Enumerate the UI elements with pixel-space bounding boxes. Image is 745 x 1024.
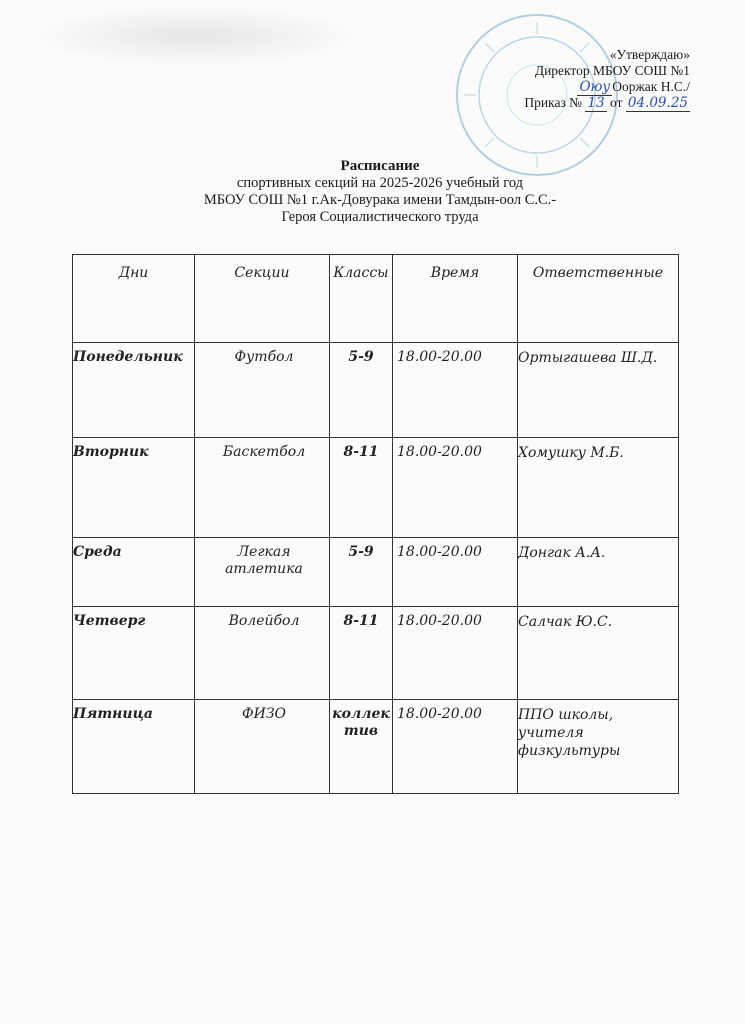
header-days: Дни	[73, 255, 195, 343]
header-sections: Секции	[195, 255, 330, 343]
cell-classes	[330, 700, 393, 794]
header-responsible: Ответственные	[518, 255, 679, 343]
cell-section	[195, 700, 330, 794]
cell-responsible	[518, 607, 679, 700]
cell-classes	[330, 438, 393, 538]
cell-section	[195, 607, 330, 700]
responsible-label: Хомушку М.Б.	[518, 445, 624, 461]
day-label: Пятница	[73, 706, 153, 722]
cell-classes	[330, 607, 393, 700]
section-label: ФИЗО	[241, 706, 287, 722]
approval-position: Директор МБОУ СОШ №1	[534, 63, 690, 78]
schedule-table	[72, 254, 679, 794]
cell-responsible	[518, 438, 679, 538]
responsible-label: Салчак Ю.С.	[518, 614, 613, 630]
approval-title: «Утверждаю»	[609, 47, 690, 62]
cell-day	[73, 343, 195, 438]
approval-signature-line	[524, 79, 690, 95]
order-line	[524, 95, 690, 111]
cell-time	[393, 538, 518, 607]
section-label: Легкая атлетика	[225, 544, 303, 577]
header-classes: Классы	[330, 255, 393, 343]
header-time: Время	[393, 255, 518, 343]
time-label: 18.00-20.00	[397, 544, 482, 560]
cell-time	[393, 607, 518, 700]
cell-responsible	[518, 343, 679, 438]
classes-label: 8-11	[343, 613, 379, 629]
table-header-row	[73, 255, 679, 343]
order-number: 13	[587, 95, 605, 111]
classes-label: 5-9	[348, 349, 374, 365]
order-label: Приказ №	[524, 95, 583, 110]
cell-day	[73, 700, 195, 794]
cell-responsible	[518, 538, 679, 607]
time-label: 18.00-20.00	[397, 349, 482, 365]
order-date: 04.09.25	[627, 95, 688, 111]
table-row	[73, 538, 679, 607]
table-row	[73, 607, 679, 700]
cell-time	[393, 700, 518, 794]
section-label: Волейбол	[228, 613, 300, 629]
cell-time	[393, 438, 518, 538]
cell-day	[73, 538, 195, 607]
director-name: Ооржак Н.С./	[612, 79, 690, 94]
classes-label: 8-11	[343, 444, 379, 460]
responsible-label: Донгак А.А.	[518, 545, 606, 561]
classes-label: коллек тив	[332, 706, 390, 739]
cell-time	[393, 343, 518, 438]
day-label: Среда	[73, 544, 122, 560]
responsible-label: Ортыгашева Ш.Д.	[518, 350, 658, 366]
cell-classes	[330, 343, 393, 438]
cell-section	[195, 343, 330, 438]
cell-day	[73, 438, 195, 538]
section-label: Футбол	[234, 349, 294, 365]
classes-label: 5-9	[348, 544, 374, 560]
table-row	[73, 438, 679, 538]
cell-day	[73, 607, 195, 700]
handwritten-signature: Оюу	[579, 79, 611, 95]
heading-line-4: Героя Социалистического труда	[281, 209, 479, 225]
table-row	[73, 343, 679, 438]
heading-line-2: спортивных секций на 2025-2026 учебный год	[236, 175, 524, 191]
heading-line-3: МБОУ СОШ №1 г.Ак-Довурака имени Тамдын-оол С.С.-	[203, 192, 557, 208]
cell-section	[195, 438, 330, 538]
time-label: 18.00-20.00	[397, 613, 482, 629]
time-label: 18.00-20.00	[397, 706, 482, 722]
day-label: Понедельник	[73, 349, 183, 365]
scan-smudge	[30, 6, 360, 66]
approval-block	[524, 47, 690, 111]
day-label: Вторник	[73, 444, 149, 460]
order-from: от	[610, 95, 623, 110]
cell-classes	[330, 538, 393, 607]
table-row	[73, 700, 679, 794]
document-title: Расписание	[340, 158, 420, 174]
cell-section	[195, 538, 330, 607]
document-heading	[0, 158, 745, 226]
day-label: Четверг	[73, 613, 146, 629]
cell-responsible	[518, 700, 679, 794]
responsible-label: ППО школы, учителя физкультуры	[518, 707, 621, 759]
section-label: Баскетбол	[222, 444, 306, 460]
time-label: 18.00-20.00	[397, 444, 482, 460]
